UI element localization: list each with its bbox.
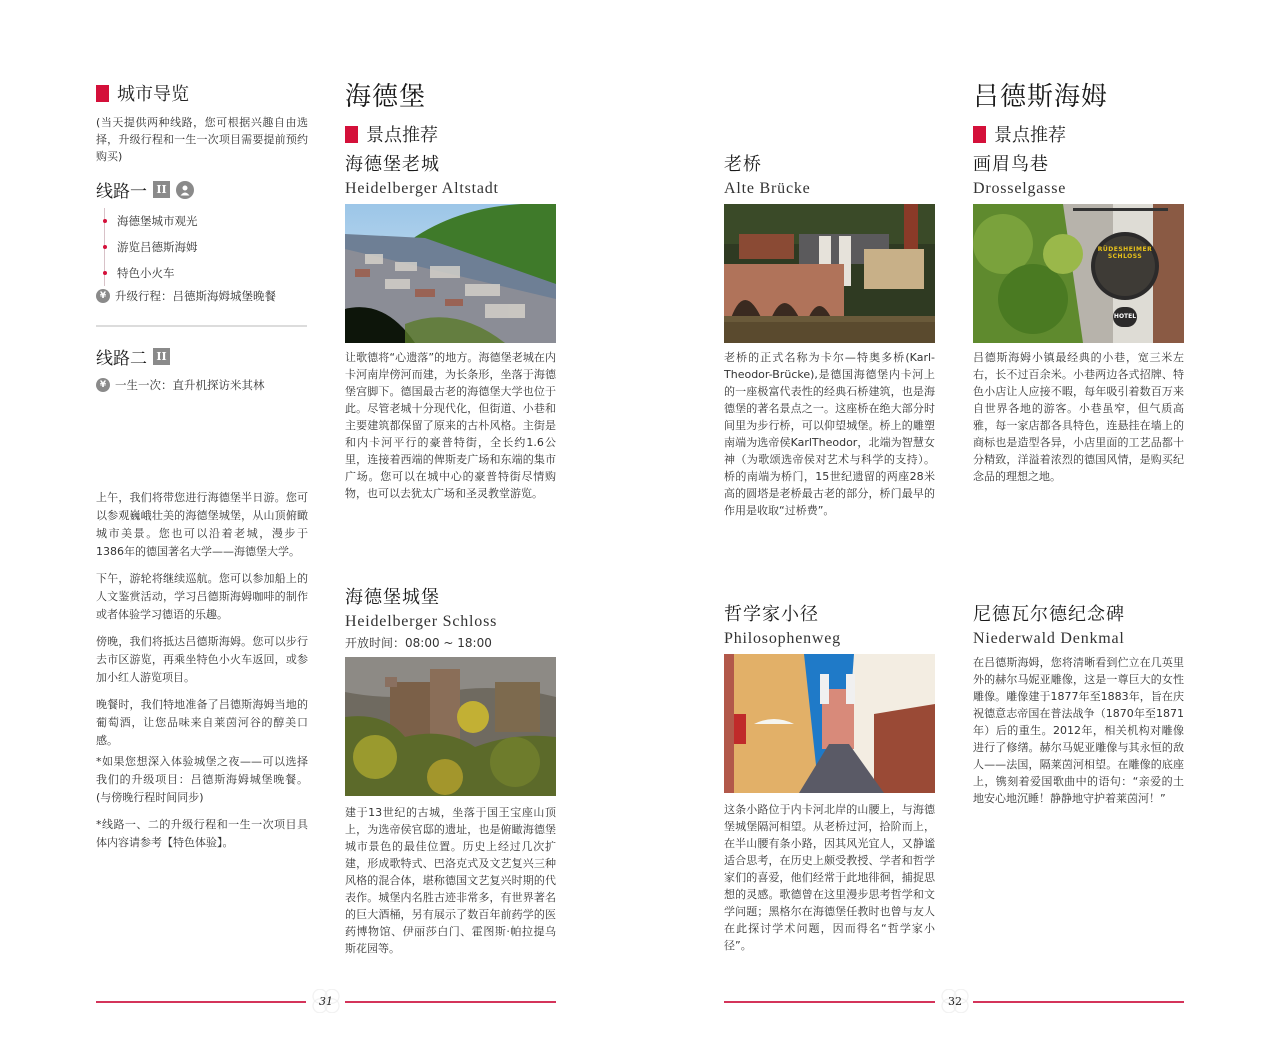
schloss-card	[345, 583, 556, 957]
altstadt-card	[345, 150, 556, 502]
city-guide-title: 城市导览	[117, 84, 189, 105]
person-icon	[176, 181, 194, 199]
itinerary-text	[96, 489, 308, 861]
route-one-title: 线路一	[96, 182, 147, 202]
ruedesheim-header	[973, 76, 1108, 147]
denkmal-description: 在吕德斯海姆，您将清晰看到伫立在几英里外的赫尔马妮亚雕像，这是一尊巨大的女性雕像。雕像建于1877年至1883年，旨在庆祝德意志帝国在普法战争（1870年至1871年）后的重生。2012年，相关机构对雕像进行了修缮。赫尔马妮亚雕像与其永恒的敌人——法国，隔莱茵河相望。在雕像的底座上，镌刻着爱国歌曲中的语句：“亲爱的土地安心地沉睡！静静地守护着莱茵河！”	[973, 656, 1184, 805]
yen-icon: ¥	[96, 378, 110, 392]
once-in-life-text: 一生一次：直升机探访米其林	[115, 378, 265, 392]
drosselgasse-description: 吕德斯海姆小镇最经典的小巷，宽三米左右，长不过百余米。小巷两边各式招牌、特色小店让人应接不暇，每年吸引着数百万来自世界各地的游客。小巷虽窄，但气质高雅，每一家店都各具特色，连悬挂在墙上的商标也是造型各异，小店里面的工艺品都十分精致，洋溢着浓烈的德国风情，是购买纪念品的理想之地。	[973, 351, 1184, 483]
route-one-upgrade	[96, 288, 308, 304]
philosophenweg-card	[724, 600, 935, 954]
philosophenweg-name-cn: 哲学家小径	[724, 604, 819, 625]
itinerary-paragraph: 晚餐时，我们特地准备了吕德斯海姆当地的葡萄酒，让您品味来自莱茵河谷的醇美口感。	[96, 698, 308, 747]
philosophenweg-name-en: Philosophenweg	[724, 630, 841, 647]
red-marker-icon	[96, 85, 109, 102]
city-guide-section	[96, 80, 308, 165]
itinerary-note: *如果您想深入体验城堡之夜——可以选择我们的升级项目：吕德斯海姆城堡晚餐。(与傍晚行程时间同步)	[96, 755, 308, 804]
altstadt-name-cn: 海德堡老城	[345, 154, 440, 175]
schloss-description: 建于13世纪的古城，坐落于国王宝座山顶上，为选帝侯官邸的遗址，也是俯瞰海德堡城市景色的最佳位置。历史上经过几次扩建，形成歌特式、巴洛克式及文艺复兴三种风格的混合体，堪称德国文艺复兴时期的代表作。城堡内名胜古迹非常多，有世界著名的巨大酒桶，另有展示了数百年前药学的医药博物馆、伊丽莎白门、霍图斯·帕拉提乌斯花园等。	[345, 806, 556, 955]
drosselgasse-name-cn: 画眉鸟巷	[973, 154, 1049, 175]
denkmal-name-en: Niederwald Denkmal	[973, 630, 1125, 647]
yen-icon: ¥	[96, 289, 110, 303]
route-item: 特色小火车	[117, 260, 308, 286]
itinerary-paragraph: 下午，游轮将继续巡航。您可以参加船上的人文鉴赏活动，学习吕德斯海姆咖啡的制作或者体验学习德语的乐趣。	[96, 572, 308, 621]
drosselgasse-name-en: Drosselgasse	[973, 180, 1067, 197]
red-marker-icon	[973, 126, 986, 143]
heidelberg-section-heading	[345, 121, 438, 147]
philosophenweg-photo	[724, 654, 935, 793]
altstadt-name-en: Heidelberger Altstadt	[345, 180, 499, 197]
sign-text: RÜDESHEIMER SCHLOSS	[1097, 246, 1153, 260]
route-divider	[96, 325, 307, 327]
footer-rule-left	[724, 1001, 935, 1003]
heidelberg-title: 海德堡	[345, 82, 427, 112]
level-ii-icon: II	[153, 181, 170, 198]
schloss-photo	[345, 657, 556, 796]
schloss-name-cn: 海德堡城堡	[345, 587, 440, 608]
section-title: 景点推荐	[366, 125, 438, 146]
footer-rule-right	[973, 1001, 1184, 1003]
city-guide-heading	[96, 80, 308, 106]
drosselgasse-photo	[973, 204, 1184, 343]
altstadt-description: 让歌德将“心遗落”的地方。海德堡老城在内卡河南岸傍河而建，为长条形，坐落于海德堡宫脚下。德国最古老的海德堡大学也位于此。尽管老城十分现代化，但街道、小巷和主要建筑都保留了原来的古朴风格。主街是和内卡河平行的豪普特街，全长约1.6公里，连接着西端的俾斯麦广场和东端的集市广场。您可以在城中心的豪普特街尽情购物，也可以去犹太广场和圣灵教堂游览。	[345, 351, 556, 500]
hotel-sign-text: HOTEL	[1113, 313, 1137, 320]
page-number-31: 31	[311, 989, 341, 1013]
heidelberg-header	[345, 76, 438, 147]
itinerary-paragraph: 上午，我们将带您进行海德堡半日游。您可以参观巍峨壮美的海德堡城堡，从山顶俯瞰城市美景。您也可以沿着老城，漫步于1386年的德国著名大学——海德堡大学。	[96, 491, 308, 558]
route-one-heading	[96, 177, 308, 202]
itinerary-note: *线路一、二的升级行程和一生一次项目具体内容请参考【特色体验】。	[96, 818, 308, 849]
route-two-title: 线路二	[96, 349, 147, 369]
denkmal-card	[973, 600, 1184, 807]
page-number-32: 32	[940, 989, 970, 1013]
route-two-once	[96, 377, 308, 393]
city-guide-note: (当天提供两种线路，您可根据兴趣自由选择，升级行程和一生一次项目需要提前预约购买)	[96, 116, 308, 163]
route-item: 游览吕德斯海姆	[117, 234, 308, 260]
upgrade-text: 升级行程：吕德斯海姆城堡晚餐	[115, 289, 276, 303]
philosophenweg-description: 这条小路位于内卡河北岸的山腰上，与海德堡城堡隔河相望。从老桥过河，拾阶而上，在半山腰有条小路，因其风光宜人，又静谧适合思考，在历史上颇受教授、学者和哲学家们的喜爱，他们经常于此地徘徊，捕捉思想的灵感。歌德曾在这里漫步思考哲学和文学问题；黑格尔在海德堡任教时也曾与友人在此探讨学术问题，因而得名“哲学家小径”。	[724, 803, 935, 952]
bridge-photo	[724, 204, 935, 343]
route-two-heading	[96, 344, 308, 369]
drosselgasse-card	[973, 150, 1184, 485]
ruedesheim-title: 吕德斯海姆	[973, 82, 1109, 112]
denkmal-name-cn: 尼德瓦尔德纪念碑	[973, 604, 1125, 625]
bridge-card	[724, 150, 935, 519]
footer-rule-left	[96, 1001, 306, 1003]
bridge-name-en: Alte Brücke	[724, 180, 811, 197]
route-one-list	[104, 208, 308, 286]
footer-rule-right	[345, 1001, 556, 1003]
level-ii-icon: II	[153, 348, 170, 365]
ruedesheim-section-heading	[973, 121, 1108, 147]
itinerary-paragraph: 傍晚，我们将抵达吕德斯海姆。您可以步行去市区游览，再乘坐特色小火车返回，或参加小红人游览项目。	[96, 635, 308, 684]
schloss-name-en: Heidelberger Schloss	[345, 613, 498, 630]
route-one	[96, 177, 308, 304]
red-marker-icon	[345, 126, 358, 143]
altstadt-photo	[345, 204, 556, 343]
section-title: 景点推荐	[994, 125, 1066, 146]
opening-hours: 开放时间：08:00 ~ 18:00	[345, 636, 492, 650]
bridge-description: 老桥的正式名称为卡尔—特奥多桥(Karl-Theodor-Brücke),是德国海德堡内卡河上的一座极富代表性的经典石桥建筑，也是海德堡的著名景点之一。这座桥在绝大部分时间里为步行桥，可以仰望城堡。桥上的雕塑南端为选帝侯KarlTheodor，北端为智慧女神（为歌颂选帝侯对艺术与科学的支持）。桥的南端为桥门，15世纪遗留的两座28米高的圆塔是老桥最古老的部分，桥门最早的作用是收取“过桥费”。	[724, 351, 935, 517]
bridge-name-cn: 老桥	[724, 154, 762, 175]
route-two	[96, 344, 308, 393]
route-item: 海德堡城市观光	[117, 208, 308, 234]
